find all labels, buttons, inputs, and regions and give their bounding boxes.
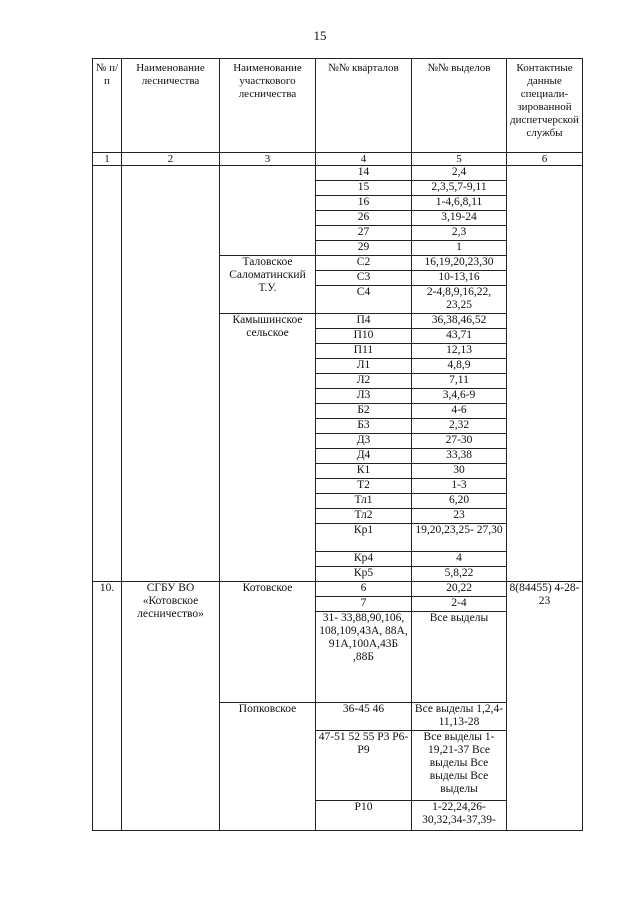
- col-number: 5: [412, 153, 507, 166]
- col-number: 3: [220, 153, 316, 166]
- quarter-cell: Т2: [316, 479, 412, 494]
- forestry-name: СГБУ ВО «Котовское лесничество»: [122, 582, 220, 831]
- col-number: 6: [507, 153, 583, 166]
- contact-cell-empty: [507, 166, 583, 582]
- allotment-cell: 2-4: [412, 597, 507, 612]
- quarter-cell: С4: [316, 286, 412, 314]
- allotment-cell: 20,22: [412, 582, 507, 597]
- page-number: 15: [313, 28, 327, 43]
- allotment-cell: 1-22,24,26- 30,32,34-37,39-: [412, 801, 507, 831]
- quarter-cell: Л3: [316, 389, 412, 404]
- allotment-cell: 3,19-24: [412, 211, 507, 226]
- forestry-table: [92, 58, 583, 831]
- allotment-cell: 23: [412, 509, 507, 524]
- allotment-cell: 36,38,46,52: [412, 314, 507, 329]
- quarter-cell: Д4: [316, 449, 412, 464]
- district-name: Таловское Саломатинский Т.У.: [220, 256, 316, 314]
- quarter-cell: 16: [316, 196, 412, 211]
- allotment-cell: Все выделы: [412, 612, 507, 703]
- allotment-cell: 1: [412, 241, 507, 256]
- allotment-cell: 1-4,6,8,11: [412, 196, 507, 211]
- header-quarters: №№ кварталов: [316, 59, 412, 153]
- allotment-cell: 12,13: [412, 344, 507, 359]
- allotment-cell: 7,11: [412, 374, 507, 389]
- quarter-cell: Тл2: [316, 509, 412, 524]
- num-cell-empty: [93, 166, 122, 582]
- col-number: 4: [316, 153, 412, 166]
- allotment-cell: 4-6: [412, 404, 507, 419]
- allotment-cell: 2,3,5,7-9,11: [412, 181, 507, 196]
- district-name: Попковское: [220, 703, 316, 831]
- col-number: 2: [122, 153, 220, 166]
- header-allotments: №№ выделов: [412, 59, 507, 153]
- allotment-cell: 1-3: [412, 479, 507, 494]
- quarter-cell: Б2: [316, 404, 412, 419]
- quarter-cell: Б3: [316, 419, 412, 434]
- allotment-cell: 6,20: [412, 494, 507, 509]
- quarter-cell: П11: [316, 344, 412, 359]
- district-name: Котовское: [220, 582, 316, 703]
- allotment-cell: 2-4,8,9,16,22, 23,25: [412, 286, 507, 314]
- quarter-cell: Тл1: [316, 494, 412, 509]
- quarter-cell: С3: [316, 271, 412, 286]
- quarter-cell: 27: [316, 226, 412, 241]
- allotment-cell: 30: [412, 464, 507, 479]
- quarter-cell: Кр4: [316, 552, 412, 567]
- allotment-cell: 2,4: [412, 166, 507, 181]
- quarter-cell: 36-45 46: [316, 703, 412, 731]
- allotment-cell: 5,8,22: [412, 567, 507, 582]
- allotment-cell: 4: [412, 552, 507, 567]
- quarter-cell: 47-51 52 55 Р3 Р6-Р9: [316, 731, 412, 801]
- quarter-cell: 15: [316, 181, 412, 196]
- quarter-cell: К1: [316, 464, 412, 479]
- header-district: Наименование участкового лесничества: [220, 59, 316, 153]
- district-name: Камышинское сельское: [220, 314, 316, 582]
- allotment-cell: Все выделы 1,2,4-11,13-28: [412, 703, 507, 731]
- header-num: № п/п: [93, 59, 122, 153]
- quarter-cell: 31- 33,88,90,106, 108,109,43А, 88А, 91А,100А,43Б ,88Б: [316, 612, 412, 703]
- contact-info: 8(84455) 4-28-23: [507, 582, 583, 831]
- quarter-cell: П4: [316, 314, 412, 329]
- allotment-cell: 10-13,16: [412, 271, 507, 286]
- quarter-cell: Д3: [316, 434, 412, 449]
- allotment-cell: 43,71: [412, 329, 507, 344]
- allotment-cell: 33,38: [412, 449, 507, 464]
- allotment-cell: 4,8,9: [412, 359, 507, 374]
- quarter-cell: Л2: [316, 374, 412, 389]
- quarter-cell: 7: [316, 597, 412, 612]
- allotment-cell: Все выделы 1-19,21-37 Все выделы Все выделы Все выделы: [412, 731, 507, 801]
- allotment-cell: 2,32: [412, 419, 507, 434]
- quarter-cell: Кр5: [316, 567, 412, 582]
- quarter-cell: 14: [316, 166, 412, 181]
- col-number: 1: [93, 153, 122, 166]
- quarter-cell: Кр1: [316, 524, 412, 552]
- entry-number: 10.: [93, 582, 122, 831]
- allotment-cell: 3,4,6-9: [412, 389, 507, 404]
- quarter-cell: 26: [316, 211, 412, 226]
- quarter-cell: П10: [316, 329, 412, 344]
- district-cell-empty: [220, 166, 316, 256]
- allotment-cell: 2,3: [412, 226, 507, 241]
- allotment-cell: 16,19,20,23,30: [412, 256, 507, 271]
- header-forestry: Наименование лесничества: [122, 59, 220, 153]
- forestry-cell-empty: [122, 166, 220, 582]
- quarter-cell: С2: [316, 256, 412, 271]
- quarter-cell: Л1: [316, 359, 412, 374]
- header-contacts: Контактные данные специали-зированной диспетчерской службы: [507, 59, 583, 153]
- quarter-cell: 29: [316, 241, 412, 256]
- quarter-cell: 6: [316, 582, 412, 597]
- quarter-cell: Р10: [316, 801, 412, 831]
- allotment-cell: 19,20,23,25- 27,30: [412, 524, 507, 552]
- allotment-cell: 27-30: [412, 434, 507, 449]
